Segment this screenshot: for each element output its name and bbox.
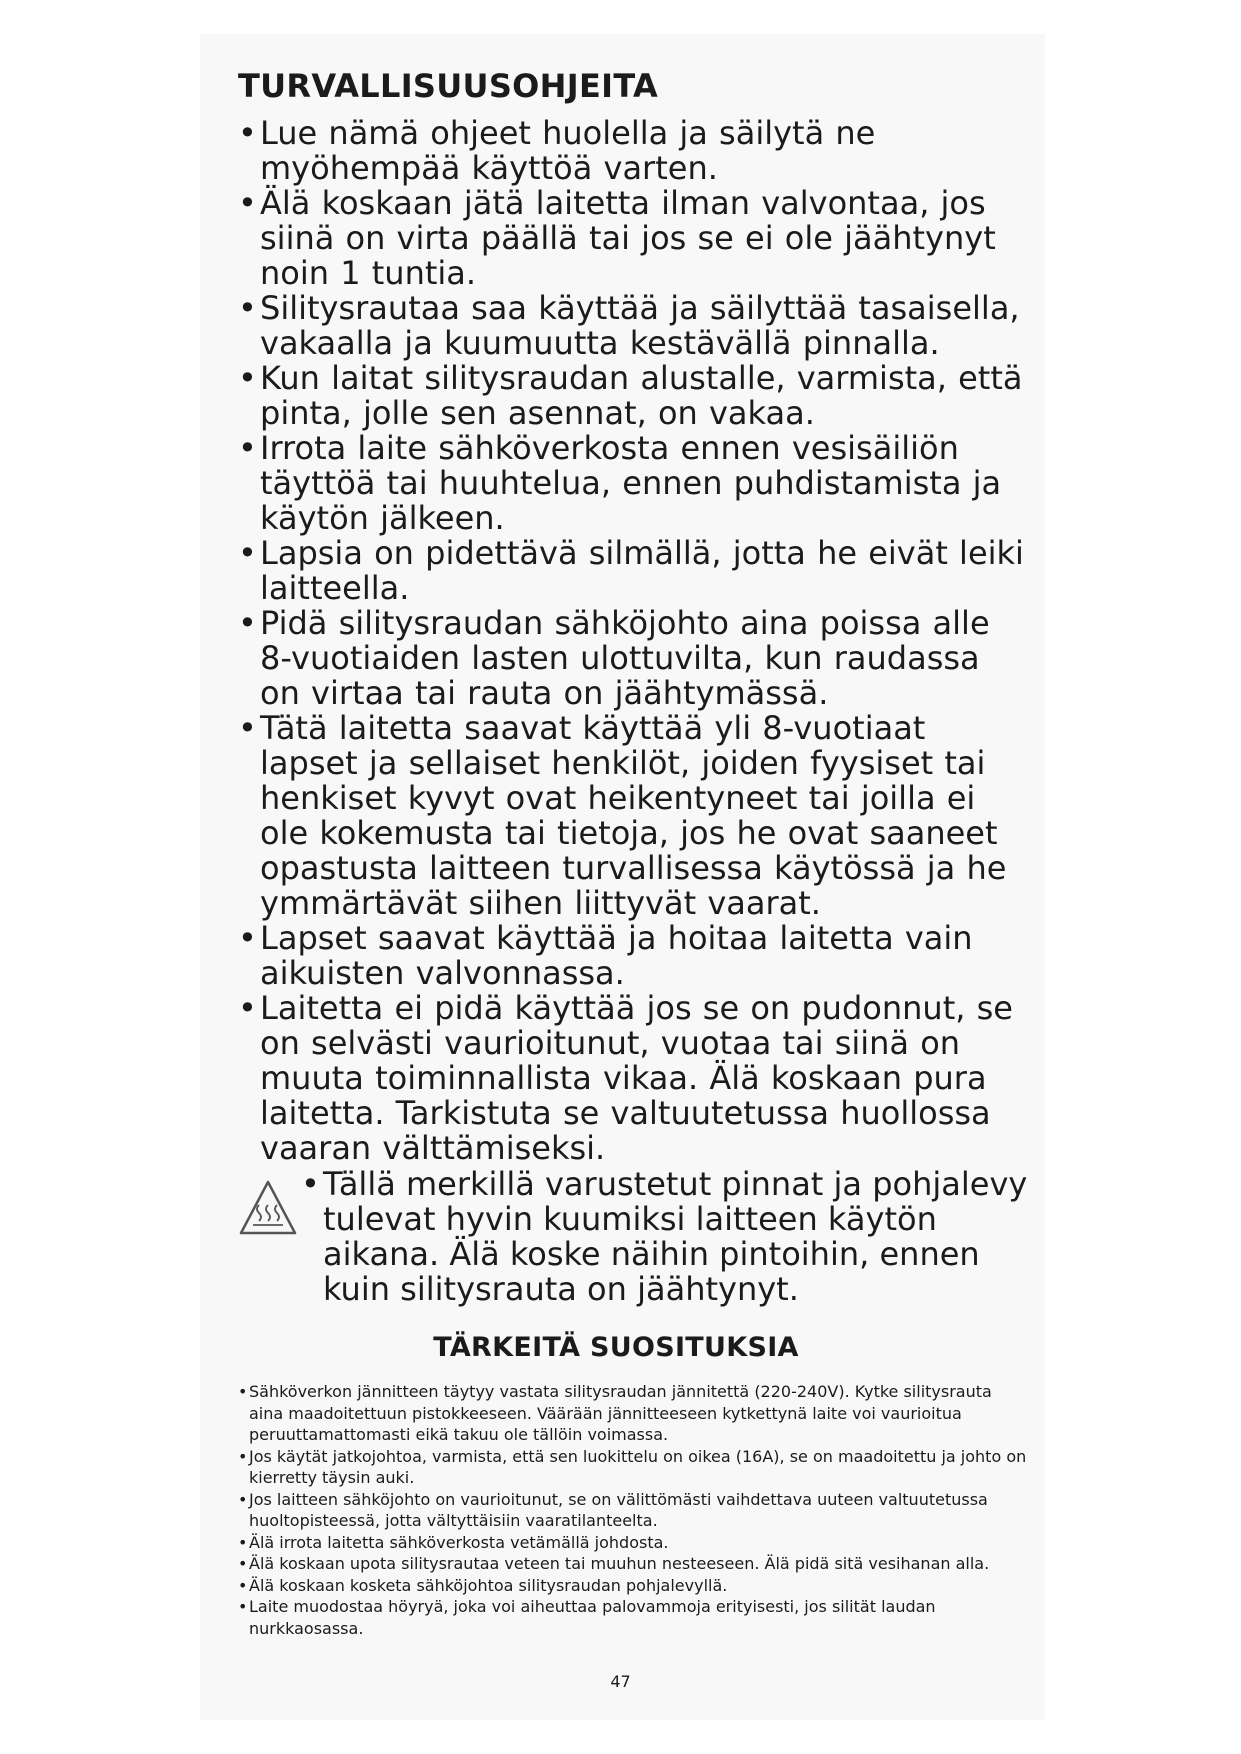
hot-surface-warning	[238, 1167, 1028, 1307]
safety-item: • Lapsia on pidettävä silmällä, jotta he eivät leiki laitteella.	[238, 534, 1024, 607]
recommendation-item: • Laite muodostaa höyryä, joka voi aiheuttaa palovammoja erityisesti, jos silität laudan nurkkaosassa.	[238, 1597, 936, 1638]
safety-item: • Pidä silitysraudan sähköjohto aina poissa alle 8-vuotiaiden lasten ulottuvilta, kun raudassa on virtaa tai rauta on jäähtymässä.	[238, 604, 990, 712]
hot-surface-icon	[238, 1179, 298, 1237]
safety-title: TURVALLISUUSOHJEITA	[238, 67, 659, 105]
hot-surface-warning-text: • Tällä merkillä varustetut pinnat ja pohjalevy tulevat hyvin kuumiksi laitteen käytön aikana. Älä koske näihin pintoihin, ennen kuin silitysrauta on jäähtynyt.	[301, 1165, 1028, 1308]
safety-item: • Älä koskaan jätä laitetta ilman valvontaa, jos siinä on virta päällä tai jos se ei ole jäähtynyt noin 1 tuntia.	[238, 184, 996, 292]
recommendation-item: • Sähköverkon jännitteen täytyy vastata silitysraudan jännitettä (220-240V). Kytke silitysrauta aina maadoitettuun pistokkeeseen. Väärään jännitteeseen kytkettynä laite voi vaurioitua peruuttamattomasti eikä takuu ole tällöin voimassa.	[238, 1382, 992, 1444]
safety-item: • Laitetta ei pidä käyttää jos se on pudonnut, se on selvästi vaurioitunut, vuotaa tai siinä on muuta toiminnallista vikaa. Älä koskaan pura laitetta. Tarkistuta se valtuutetussa huollossa vaaran välttämiseksi.	[238, 989, 1013, 1167]
safety-item: • Silitysrautaa saa käyttää ja säilyttää tasaisella, vakaalla ja kuumuutta kestävällä pinnalla.	[238, 289, 1020, 362]
recommendation-item: • Älä koskaan kosketa sähköjohtoa silitysraudan pohjalevyllä.	[238, 1575, 728, 1595]
safety-item: • Lapset saavat käyttää ja hoitaa laitetta vain aikuisten valvonnassa.	[238, 919, 973, 992]
page-content	[238, 62, 1028, 1639]
recommendation-item: • Älä koskaan upota silitysrautaa veteen tai muuhun nesteeseen. Älä pidä sitä vesihanan alla.	[238, 1554, 990, 1573]
page-number: 47	[610, 1672, 631, 1691]
safety-item: • Kun laitat silitysraudan alustalle, varmista, että pinta, jolle sen asennat, on vakaa.	[238, 359, 1023, 432]
safety-item: • Lue nämä ohjeet huolella ja säilytä ne myöhempää käyttöä varten.	[238, 114, 876, 187]
safety-item: • Tätä laitetta saavat käyttää yli 8-vuotiaat lapset ja sellaiset henkilöt, joiden fyysiset tai henkiset kyvyt ovat heikentyneet tai joilla ei ole kokemusta tai tietoja, jos he ovat saaneet opastusta laitteen turvallisessa käytössä ja he ymmärtävät siihen liittyvät vaarat.	[238, 709, 1007, 922]
recommendation-item: • Älä irrota laitetta sähköverkosta vetämällä johdosta.	[238, 1532, 669, 1552]
recommendations-title: TÄRKEITÄ SUOSITUKSIA	[433, 1332, 799, 1363]
recommendation-item: • Jos laitteen sähköjohto on vaurioitunut, se on välittömästi vaihdettava uuteen valtuutetussa huoltopisteessä, jotta vältyttäisiin vaaratilanteelta.	[238, 1489, 988, 1530]
safety-list	[238, 116, 1028, 1166]
safety-item: • Irrota laite sähköverkosta ennen vesisäiliön täyttöä tai huuhtelua, ennen puhdistamista ja käytön jälkeen.	[238, 429, 1002, 537]
recommendations-list	[238, 1381, 1028, 1639]
recommendation-item: • Jos käytät jatkojohtoa, varmista, että sen luokittelu on oikea (16A), se on maadoitettu ja johto on kierretty täysin auki.	[238, 1446, 1027, 1487]
